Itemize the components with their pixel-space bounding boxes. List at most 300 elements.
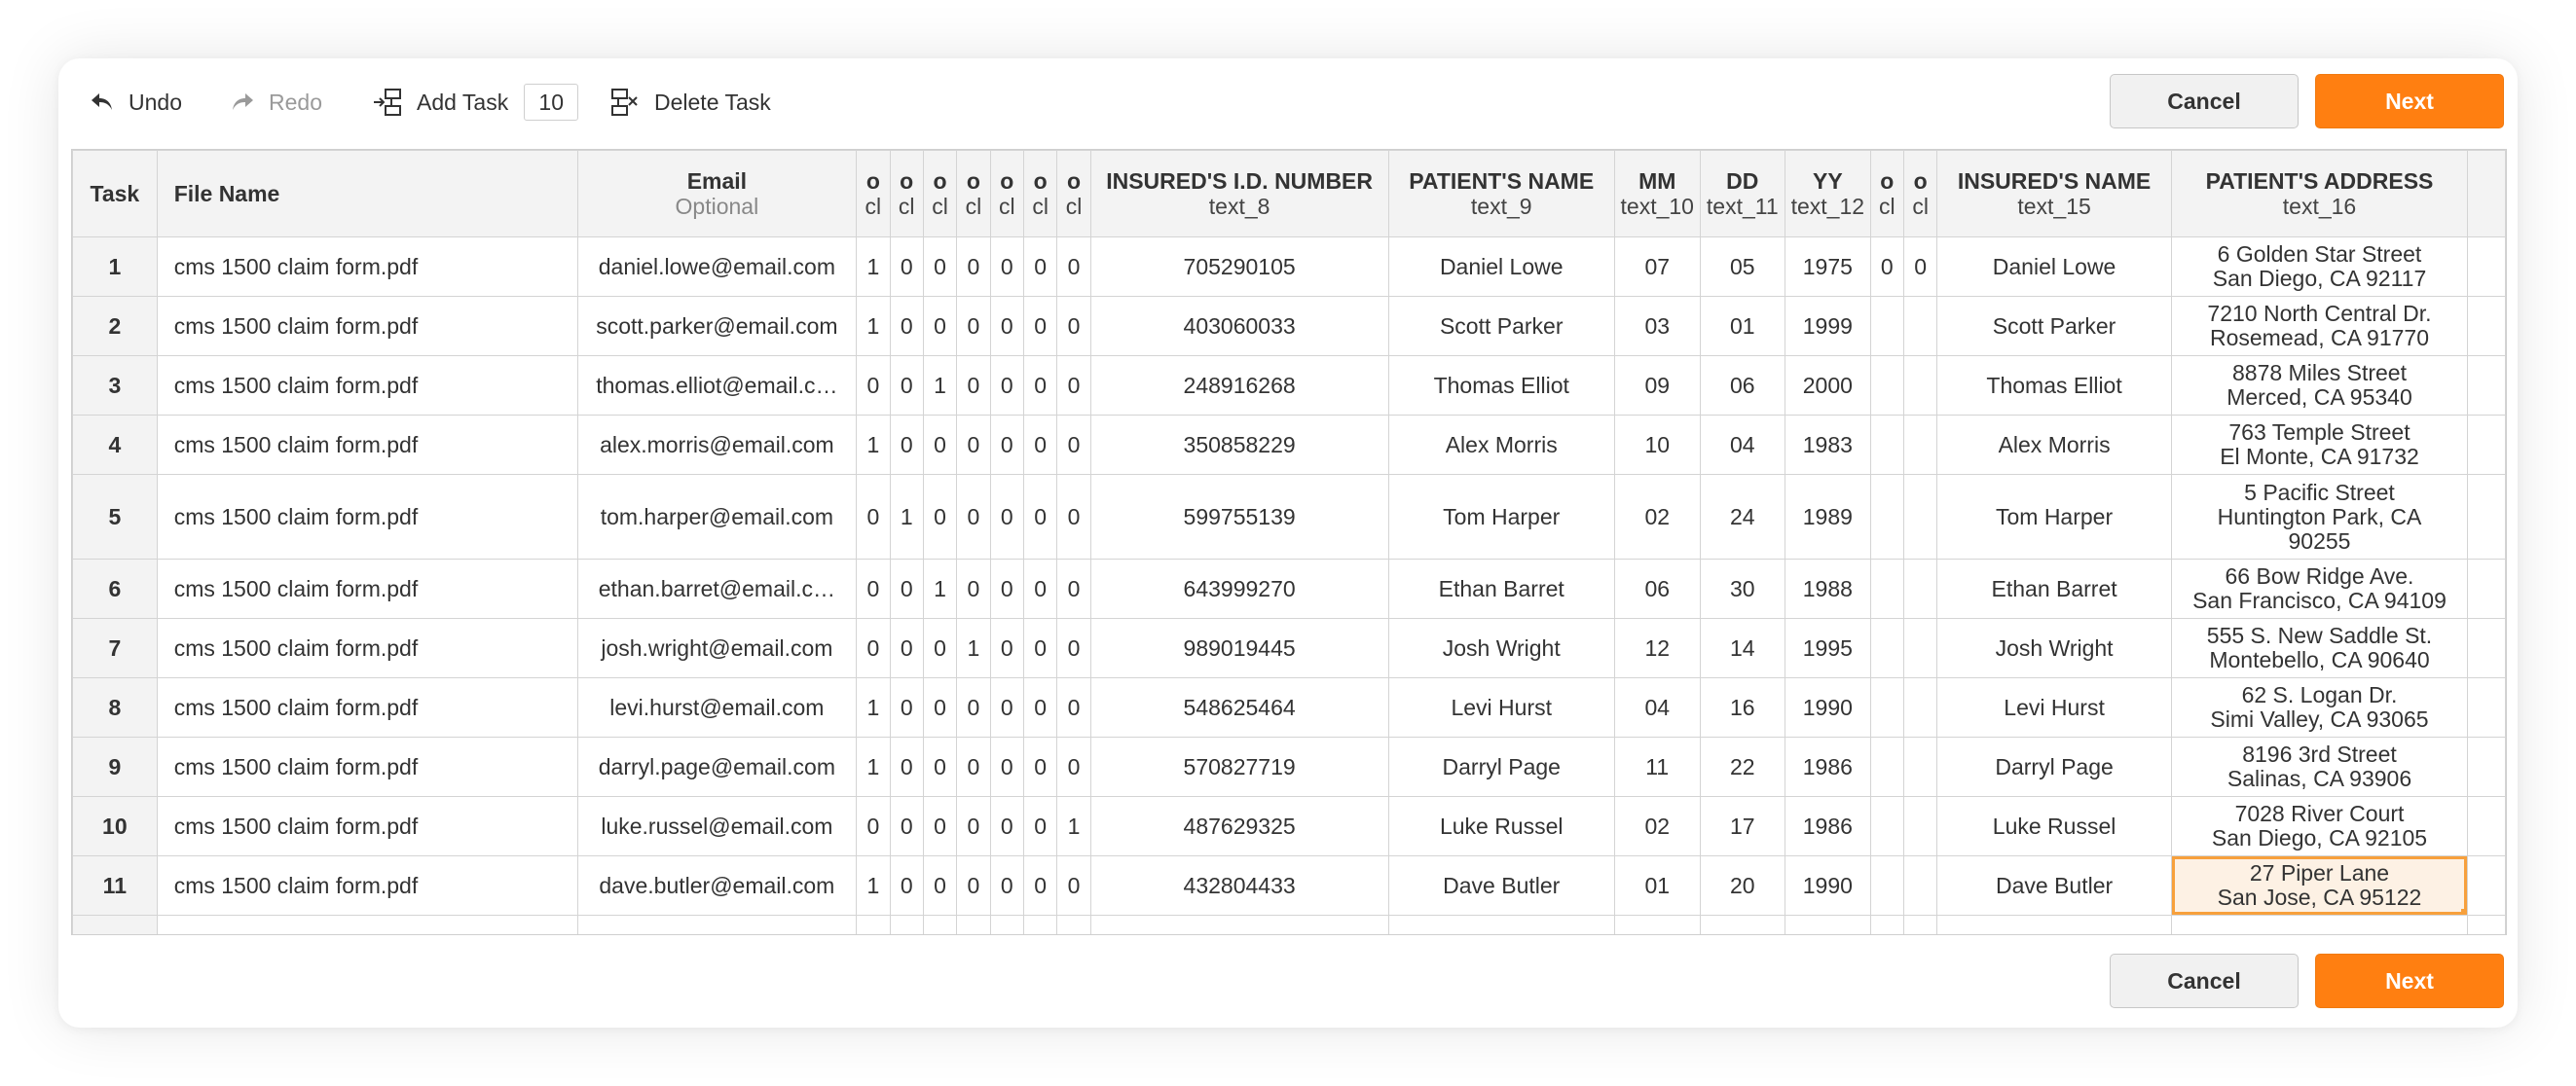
- task-number-cell[interactable]: 1: [73, 237, 158, 297]
- insured-id-cell[interactable]: 599755139: [1090, 475, 1388, 560]
- checkbox-value-cell[interactable]: [1870, 416, 1903, 475]
- column-title: o: [1880, 168, 1895, 194]
- birth-day-cell[interactable]: 24: [1700, 475, 1785, 560]
- table-row[interactable]: [73, 560, 2506, 619]
- checkbox-value-cell[interactable]: 0: [990, 678, 1023, 738]
- checkbox-value-cell[interactable]: 0: [923, 297, 956, 356]
- task-number-cell[interactable]: 10: [73, 797, 158, 856]
- checkbox-value-cell[interactable]: 1: [890, 475, 923, 560]
- task-number-cell[interactable]: 3: [73, 356, 158, 416]
- empty-cell[interactable]: [2468, 416, 2506, 475]
- email-cell[interactable]: levi.hurst@email.com: [577, 678, 857, 738]
- birth-day-cell[interactable]: 22: [1700, 738, 1785, 797]
- insured-id-cell[interactable]: 487629325: [1090, 797, 1388, 856]
- checkbox-value-cell[interactable]: 0: [923, 678, 956, 738]
- address-line: San Francisco, CA 94109: [2192, 588, 2447, 613]
- add-task-button[interactable]: [372, 78, 578, 127]
- checkbox-value-cell[interactable]: 1: [923, 356, 956, 416]
- table-row[interactable]: [73, 356, 2506, 416]
- insured-name-cell[interactable]: Ethan Barret: [1937, 560, 2171, 619]
- column-header-email[interactable]: [577, 151, 857, 237]
- table-row[interactable]: [73, 416, 2506, 475]
- address-line: El Monte, CA 91732: [2220, 444, 2419, 469]
- insured-name-cell[interactable]: Dave Butler: [1937, 856, 2171, 916]
- checkbox-value-cell[interactable]: [1903, 678, 1936, 738]
- birth-day-cell[interactable]: 05: [1700, 237, 1785, 297]
- checkbox-value-cell[interactable]: 0: [1057, 237, 1090, 297]
- patient-name-cell[interactable]: Darryl Page: [1388, 738, 1614, 797]
- undo-button[interactable]: [90, 78, 182, 127]
- table-row[interactable]: [73, 678, 2506, 738]
- task-number-cell[interactable]: 5: [73, 475, 158, 560]
- checkbox-value-cell[interactable]: 0: [857, 619, 890, 678]
- cancel-button-top[interactable]: Cancel: [2110, 74, 2299, 128]
- task-grid[interactable]: [71, 149, 2507, 935]
- insured-id-cell[interactable]: 570827719: [1090, 738, 1388, 797]
- redo-label: Redo: [269, 89, 322, 115]
- task-number-cell[interactable]: 7: [73, 619, 158, 678]
- checkbox-value-cell[interactable]: 0: [923, 475, 956, 560]
- checkbox-value-cell[interactable]: 0: [1057, 560, 1090, 619]
- checkbox-value-cell[interactable]: [1903, 297, 1936, 356]
- file-name-cell[interactable]: cms 1500 claim form.pdf: [157, 797, 577, 856]
- empty-cell[interactable]: [2468, 297, 2506, 356]
- column-subtitle: cl: [1912, 194, 1929, 219]
- task-number-cell[interactable]: 8: [73, 678, 158, 738]
- checkbox-value-cell[interactable]: 0: [990, 356, 1023, 416]
- insured-id-cell[interactable]: 989019445: [1090, 619, 1388, 678]
- column-subtitle: cl: [1878, 194, 1895, 219]
- checkbox-value-cell[interactable]: 0: [990, 856, 1023, 916]
- checkbox-value-cell[interactable]: 0: [1057, 356, 1090, 416]
- checkbox-value-cell[interactable]: [1903, 475, 1936, 560]
- empty-cell[interactable]: [2468, 738, 2506, 797]
- checkbox-value-cell[interactable]: [1870, 356, 1903, 416]
- empty-cell[interactable]: [2468, 916, 2506, 936]
- address-line: 90255: [2288, 527, 2351, 554]
- column-header[interactable]: [1700, 151, 1785, 237]
- insured-id-cell[interactable]: 548625464: [1090, 678, 1388, 738]
- checkbox-value-cell[interactable]: 1: [923, 560, 956, 619]
- checkbox-value-cell[interactable]: 0: [990, 475, 1023, 560]
- birth-year-cell[interactable]: 1975: [1785, 237, 1871, 297]
- empty-cell[interactable]: [1903, 916, 1936, 936]
- column-header[interactable]: [957, 151, 990, 237]
- address-line: 62 S. Logan Dr.: [2241, 682, 2398, 707]
- empty-cell[interactable]: [1785, 916, 1871, 936]
- empty-cell[interactable]: [2468, 237, 2506, 297]
- checkbox-value-cell[interactable]: 0: [1023, 856, 1056, 916]
- checkbox-value-cell[interactable]: 0: [923, 416, 956, 475]
- empty-cell[interactable]: [1870, 916, 1903, 936]
- empty-cell[interactable]: [577, 916, 857, 936]
- patient-address-cell[interactable]: [2171, 475, 2467, 560]
- insured-name-cell[interactable]: Scott Parker: [1937, 297, 2171, 356]
- checkbox-value-cell[interactable]: [1870, 797, 1903, 856]
- table-row[interactable]: [73, 237, 2506, 297]
- empty-cell[interactable]: [1090, 916, 1388, 936]
- birth-month-cell[interactable]: 07: [1614, 237, 1700, 297]
- checkbox-value-cell[interactable]: [1870, 738, 1903, 797]
- checkbox-value-cell[interactable]: [1903, 738, 1936, 797]
- insured-name-cell[interactable]: Luke Russel: [1937, 797, 2171, 856]
- file-name-cell[interactable]: cms 1500 claim form.pdf: [157, 678, 577, 738]
- checkbox-value-cell[interactable]: 0: [923, 797, 956, 856]
- checkbox-value-cell[interactable]: 0: [890, 619, 923, 678]
- checkbox-value-cell[interactable]: 0: [1903, 237, 1936, 297]
- email-cell[interactable]: darryl.page@email.com: [577, 738, 857, 797]
- empty-cell[interactable]: [157, 916, 577, 936]
- insured-name-cell[interactable]: Tom Harper: [1937, 475, 2171, 560]
- birth-month-cell[interactable]: 12: [1614, 619, 1700, 678]
- column-header[interactable]: [2171, 151, 2467, 237]
- checkbox-value-cell[interactable]: 0: [1023, 416, 1056, 475]
- checkbox-value-cell[interactable]: 0: [890, 797, 923, 856]
- insured-id-cell[interactable]: 248916268: [1090, 356, 1388, 416]
- column-header[interactable]: [1057, 151, 1090, 237]
- birth-day-cell[interactable]: 01: [1700, 297, 1785, 356]
- email-cell[interactable]: ethan.barret@email.c…: [577, 560, 857, 619]
- checkbox-value-cell[interactable]: 0: [857, 356, 890, 416]
- insured-name-cell[interactable]: Alex Morris: [1937, 416, 2171, 475]
- birth-year-cell[interactable]: 1986: [1785, 797, 1871, 856]
- column-header[interactable]: [1870, 151, 1903, 237]
- checkbox-value-cell[interactable]: 1: [857, 416, 890, 475]
- patient-name-cell[interactable]: Ethan Barret: [1388, 560, 1614, 619]
- column-header-file-name[interactable]: [157, 151, 577, 237]
- column-header[interactable]: [923, 151, 956, 237]
- birth-year-cell[interactable]: 1983: [1785, 416, 1871, 475]
- patient-name-cell[interactable]: Dave Butler: [1388, 856, 1614, 916]
- birth-day-cell[interactable]: 20: [1700, 856, 1785, 916]
- patient-name-cell[interactable]: Thomas Elliot: [1388, 356, 1614, 416]
- insured-id-cell[interactable]: 705290105: [1090, 237, 1388, 297]
- checkbox-value-cell[interactable]: [1903, 619, 1936, 678]
- birth-month-cell[interactable]: 02: [1614, 475, 1700, 560]
- checkbox-value-cell[interactable]: 1: [857, 237, 890, 297]
- patient-name-cell[interactable]: Luke Russel: [1388, 797, 1614, 856]
- checkbox-value-cell[interactable]: 0: [1870, 237, 1903, 297]
- checkbox-value-cell[interactable]: 0: [1057, 619, 1090, 678]
- checkbox-value-cell[interactable]: [1903, 856, 1936, 916]
- insured-id-cell[interactable]: 350858229: [1090, 416, 1388, 475]
- empty-cell[interactable]: [2468, 560, 2506, 619]
- next-button-top[interactable]: Next: [2315, 74, 2504, 128]
- checkbox-value-cell[interactable]: 0: [957, 678, 990, 738]
- checkbox-value-cell[interactable]: 1: [857, 297, 890, 356]
- checkbox-value-cell[interactable]: 0: [957, 475, 990, 560]
- column-subtitle: cl: [932, 194, 948, 219]
- patient-name-cell[interactable]: Tom Harper: [1388, 475, 1614, 560]
- checkbox-value-cell[interactable]: 0: [957, 738, 990, 797]
- column-title: DD: [1726, 168, 1759, 194]
- empty-cell[interactable]: [923, 916, 956, 936]
- file-name-cell[interactable]: cms 1500 claim form.pdf: [157, 356, 577, 416]
- column-header[interactable]: [857, 151, 890, 237]
- empty-cell[interactable]: [1937, 916, 2171, 936]
- checkbox-value-cell[interactable]: 0: [923, 738, 956, 797]
- email-cell[interactable]: josh.wright@email.com: [577, 619, 857, 678]
- table-row[interactable]: [73, 916, 2506, 936]
- empty-cell[interactable]: [2468, 856, 2506, 916]
- checkbox-value-cell[interactable]: [1870, 475, 1903, 560]
- empty-cell[interactable]: [1388, 916, 1614, 936]
- patient-address-cell[interactable]: [2171, 237, 2467, 297]
- checkbox-value-cell[interactable]: 0: [1023, 356, 1056, 416]
- checkbox-value-cell[interactable]: 0: [1023, 619, 1056, 678]
- checkbox-value-cell[interactable]: 0: [890, 356, 923, 416]
- checkbox-value-cell[interactable]: 0: [957, 856, 990, 916]
- empty-cell[interactable]: [890, 916, 923, 936]
- checkbox-value-cell[interactable]: [1870, 560, 1903, 619]
- column-header[interactable]: [2468, 151, 2506, 237]
- checkbox-value-cell[interactable]: 0: [957, 797, 990, 856]
- checkbox-value-cell[interactable]: 0: [857, 797, 890, 856]
- checkbox-value-cell[interactable]: 0: [1057, 297, 1090, 356]
- checkbox-value-cell[interactable]: 1: [857, 738, 890, 797]
- patient-address-cell[interactable]: [2171, 797, 2467, 856]
- insured-name-cell[interactable]: Josh Wright: [1937, 619, 2171, 678]
- insured-name-cell[interactable]: Levi Hurst: [1937, 678, 2171, 738]
- empty-cell[interactable]: [2468, 356, 2506, 416]
- birth-year-cell[interactable]: 2000: [1785, 356, 1871, 416]
- email-cell[interactable]: scott.parker@email.com: [577, 297, 857, 356]
- column-header[interactable]: [1023, 151, 1056, 237]
- file-name-cell[interactable]: cms 1500 claim form.pdf: [157, 416, 577, 475]
- patient-name-cell[interactable]: Levi Hurst: [1388, 678, 1614, 738]
- checkbox-value-cell[interactable]: [1903, 560, 1936, 619]
- checkbox-value-cell[interactable]: 0: [1057, 475, 1090, 560]
- checkbox-value-cell[interactable]: 0: [857, 560, 890, 619]
- delete-task-button[interactable]: [609, 78, 771, 127]
- email-cell[interactable]: daniel.lowe@email.com: [577, 237, 857, 297]
- birth-day-cell[interactable]: 06: [1700, 356, 1785, 416]
- birth-day-cell[interactable]: 14: [1700, 619, 1785, 678]
- file-name-cell[interactable]: cms 1500 claim form.pdf: [157, 619, 577, 678]
- checkbox-value-cell[interactable]: 0: [957, 560, 990, 619]
- column-header[interactable]: [1903, 151, 1936, 237]
- checkbox-value-cell[interactable]: 0: [990, 237, 1023, 297]
- column-header[interactable]: [1785, 151, 1871, 237]
- empty-cell[interactable]: [957, 916, 990, 936]
- checkbox-value-cell[interactable]: [1870, 678, 1903, 738]
- insured-name-cell[interactable]: Daniel Lowe: [1937, 237, 2171, 297]
- checkbox-value-cell[interactable]: 0: [1023, 475, 1056, 560]
- file-name-cell[interactable]: cms 1500 claim form.pdf: [157, 856, 577, 916]
- checkbox-value-cell[interactable]: [1870, 619, 1903, 678]
- patient-name-cell[interactable]: Daniel Lowe: [1388, 237, 1614, 297]
- next-button-bottom[interactable]: Next: [2315, 954, 2504, 1008]
- table-row[interactable]: [73, 297, 2506, 356]
- checkbox-value-cell[interactable]: 0: [890, 560, 923, 619]
- add-task-count-input[interactable]: 10: [524, 84, 578, 121]
- task-number-cell[interactable]: 6: [73, 560, 158, 619]
- birth-day-cell[interactable]: 04: [1700, 416, 1785, 475]
- empty-cell[interactable]: [2468, 619, 2506, 678]
- checkbox-value-cell[interactable]: 0: [923, 856, 956, 916]
- checkbox-value-cell[interactable]: 0: [1057, 678, 1090, 738]
- patient-name-cell[interactable]: Josh Wright: [1388, 619, 1614, 678]
- birth-day-cell[interactable]: 30: [1700, 560, 1785, 619]
- patient-name-cell[interactable]: Alex Morris: [1388, 416, 1614, 475]
- column-header[interactable]: [1937, 151, 2171, 237]
- add-task-icon: [372, 87, 403, 118]
- checkbox-value-cell[interactable]: 0: [957, 416, 990, 475]
- email-cell[interactable]: alex.morris@email.com: [577, 416, 857, 475]
- checkbox-value-cell[interactable]: 1: [957, 619, 990, 678]
- checkbox-value-cell[interactable]: 0: [1057, 856, 1090, 916]
- patient-address-cell[interactable]: [2171, 738, 2467, 797]
- email-cell[interactable]: dave.butler@email.com: [577, 856, 857, 916]
- checkbox-value-cell[interactable]: 0: [923, 237, 956, 297]
- redo-button[interactable]: [230, 78, 322, 127]
- checkbox-value-cell[interactable]: 0: [890, 297, 923, 356]
- birth-month-cell[interactable]: 04: [1614, 678, 1700, 738]
- column-header[interactable]: [990, 151, 1023, 237]
- patient-address-cell[interactable]: [2171, 356, 2467, 416]
- column-header[interactable]: [1388, 151, 1614, 237]
- checkbox-value-cell[interactable]: 0: [957, 297, 990, 356]
- empty-cell[interactable]: [73, 916, 158, 936]
- table-row[interactable]: [73, 619, 2506, 678]
- patient-address-cell[interactable]: [2171, 678, 2467, 738]
- birth-day-cell[interactable]: 16: [1700, 678, 1785, 738]
- checkbox-value-cell[interactable]: 0: [990, 416, 1023, 475]
- checkbox-value-cell[interactable]: [1903, 797, 1936, 856]
- checkbox-value-cell[interactable]: 0: [1023, 797, 1056, 856]
- column-header[interactable]: [1090, 151, 1388, 237]
- email-cell[interactable]: thomas.elliot@email.c…: [577, 356, 857, 416]
- birth-year-cell[interactable]: 1999: [1785, 297, 1871, 356]
- empty-cell[interactable]: [990, 916, 1023, 936]
- file-name-cell[interactable]: cms 1500 claim form.pdf: [157, 237, 577, 297]
- column-subtitle: cl: [1032, 194, 1049, 219]
- insured-name-cell[interactable]: Thomas Elliot: [1937, 356, 2171, 416]
- checkbox-value-cell[interactable]: [1903, 416, 1936, 475]
- insured-id-cell[interactable]: 403060033: [1090, 297, 1388, 356]
- checkbox-value-cell[interactable]: 1: [857, 678, 890, 738]
- birth-month-cell[interactable]: 03: [1614, 297, 1700, 356]
- column-header[interactable]: [1614, 151, 1700, 237]
- checkbox-value-cell[interactable]: [1870, 297, 1903, 356]
- birth-year-cell[interactable]: 1986: [1785, 738, 1871, 797]
- birth-month-cell[interactable]: 06: [1614, 560, 1700, 619]
- address-line: 763 Temple Street: [2228, 419, 2410, 445]
- column-title: o: [1000, 168, 1014, 194]
- birth-day-cell[interactable]: 17: [1700, 797, 1785, 856]
- patient-address-cell-selected[interactable]: [2171, 856, 2467, 916]
- insured-name-cell[interactable]: Darryl Page: [1937, 738, 2171, 797]
- birth-year-cell[interactable]: 1989: [1785, 475, 1871, 560]
- checkbox-value-cell[interactable]: 0: [957, 237, 990, 297]
- column-title: File Name: [173, 181, 280, 206]
- checkbox-value-cell[interactable]: 0: [890, 237, 923, 297]
- cancel-button-bottom[interactable]: Cancel: [2110, 954, 2299, 1008]
- checkbox-value-cell[interactable]: 0: [957, 356, 990, 416]
- checkbox-value-cell[interactable]: 0: [890, 416, 923, 475]
- patient-address-cell[interactable]: [2171, 560, 2467, 619]
- patient-name-cell[interactable]: Scott Parker: [1388, 297, 1614, 356]
- checkbox-value-cell[interactable]: 0: [990, 297, 1023, 356]
- birth-year-cell[interactable]: 1990: [1785, 678, 1871, 738]
- checkbox-value-cell[interactable]: 0: [990, 797, 1023, 856]
- file-name-cell[interactable]: cms 1500 claim form.pdf: [157, 560, 577, 619]
- column-header-task[interactable]: [73, 151, 158, 237]
- patient-address-cell[interactable]: [2171, 297, 2467, 356]
- checkbox-value-cell[interactable]: [1870, 856, 1903, 916]
- birth-month-cell[interactable]: 01: [1614, 856, 1700, 916]
- birth-month-cell[interactable]: 11: [1614, 738, 1700, 797]
- birth-month-cell[interactable]: 02: [1614, 797, 1700, 856]
- empty-cell[interactable]: [2468, 797, 2506, 856]
- checkbox-value-cell[interactable]: [1903, 356, 1936, 416]
- toolbar: [58, 58, 2518, 148]
- empty-cell[interactable]: [857, 916, 890, 936]
- checkbox-value-cell[interactable]: 0: [1023, 678, 1056, 738]
- checkbox-value-cell[interactable]: 0: [990, 738, 1023, 797]
- empty-cell[interactable]: [1700, 916, 1785, 936]
- empty-cell[interactable]: [1614, 916, 1700, 936]
- table-row[interactable]: [73, 475, 2506, 560]
- checkbox-value-cell[interactable]: 0: [923, 619, 956, 678]
- empty-cell[interactable]: [1057, 916, 1090, 936]
- file-name-cell[interactable]: cms 1500 claim form.pdf: [157, 475, 577, 560]
- task-number-cell[interactable]: 2: [73, 297, 158, 356]
- task-number-cell[interactable]: 11: [73, 856, 158, 916]
- email-cell[interactable]: tom.harper@email.com: [577, 475, 857, 560]
- email-cell[interactable]: luke.russel@email.com: [577, 797, 857, 856]
- birth-month-cell[interactable]: 10: [1614, 416, 1700, 475]
- checkbox-value-cell[interactable]: 0: [1057, 738, 1090, 797]
- table-row[interactable]: [73, 797, 2506, 856]
- birth-year-cell[interactable]: 1995: [1785, 619, 1871, 678]
- checkbox-value-cell[interactable]: 0: [990, 560, 1023, 619]
- checkbox-value-cell[interactable]: 0: [1023, 738, 1056, 797]
- column-title: o: [1066, 168, 1082, 194]
- task-number-cell[interactable]: 9: [73, 738, 158, 797]
- patient-address-cell[interactable]: [2171, 416, 2467, 475]
- task-number-cell[interactable]: 4: [73, 416, 158, 475]
- table-row[interactable]: [73, 738, 2506, 797]
- checkbox-value-cell[interactable]: 0: [1057, 416, 1090, 475]
- empty-cell[interactable]: [2468, 475, 2506, 560]
- column-subtitle: text_11: [1706, 194, 1779, 219]
- column-header[interactable]: [890, 151, 923, 237]
- insured-id-cell[interactable]: 432804433: [1090, 856, 1388, 916]
- checkbox-value-cell[interactable]: 0: [857, 475, 890, 560]
- checkbox-value-cell[interactable]: 0: [890, 856, 923, 916]
- empty-cell[interactable]: [1023, 916, 1056, 936]
- checkbox-value-cell[interactable]: 0: [1023, 237, 1056, 297]
- checkbox-value-cell[interactable]: 1: [1057, 797, 1090, 856]
- table-row[interactable]: [73, 856, 2506, 916]
- checkbox-value-cell[interactable]: 0: [890, 738, 923, 797]
- birth-year-cell[interactable]: 1988: [1785, 560, 1871, 619]
- insured-id-cell[interactable]: 643999270: [1090, 560, 1388, 619]
- file-name-cell[interactable]: cms 1500 claim form.pdf: [157, 738, 577, 797]
- empty-cell[interactable]: [2171, 916, 2467, 936]
- file-name-cell[interactable]: cms 1500 claim form.pdf: [157, 297, 577, 356]
- checkbox-value-cell[interactable]: 0: [1023, 560, 1056, 619]
- checkbox-value-cell[interactable]: 1: [857, 856, 890, 916]
- birth-year-cell[interactable]: 1990: [1785, 856, 1871, 916]
- patient-address-cell[interactable]: [2171, 619, 2467, 678]
- checkbox-value-cell[interactable]: 0: [1023, 297, 1056, 356]
- checkbox-value-cell[interactable]: 0: [890, 678, 923, 738]
- birth-month-cell[interactable]: 09: [1614, 356, 1700, 416]
- checkbox-value-cell[interactable]: 0: [990, 619, 1023, 678]
- empty-cell[interactable]: [2468, 678, 2506, 738]
